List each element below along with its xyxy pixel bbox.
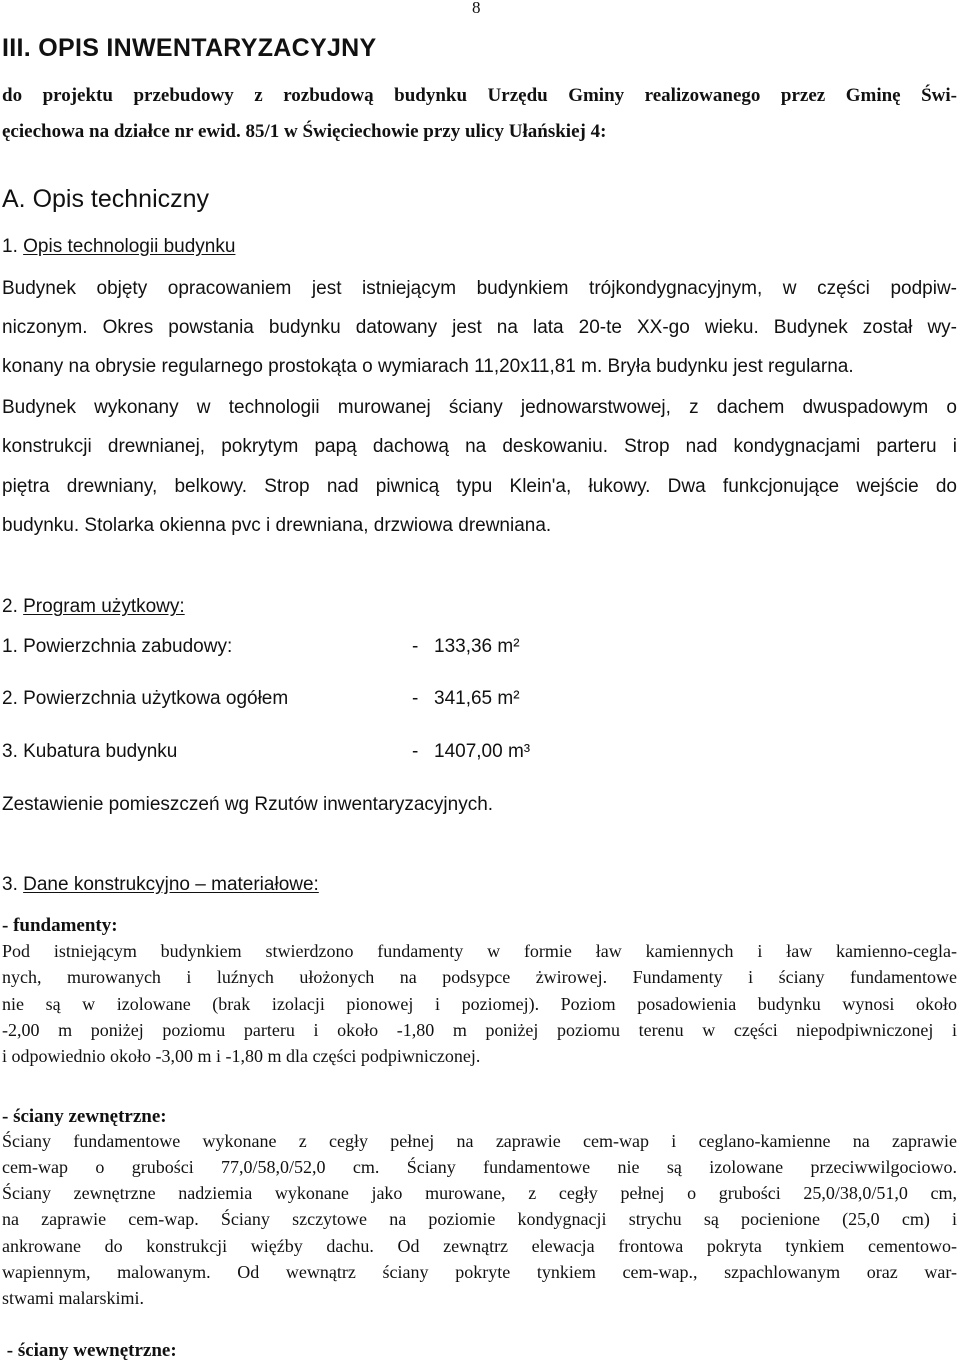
sciany-zewnetrzne-line: stwami malarskimi. (2, 1288, 144, 1308)
program-dash: - (412, 688, 419, 709)
section-1-number: 1. (2, 236, 24, 257)
fundamenty-line: nie są w izolowane (brak izolacji pionowej i poziomej). Poziom posadowienia budynku wynosi około (2, 994, 957, 1014)
fundamenty-line: Pod istniejącym budynkiem stwierdzono fundamenty w formie ław kamiennych i ław kamienno-cegla- (2, 941, 957, 961)
subtitle-line: ęciechowa na działce nr ewid. 85/1 w Święciechowie przy ulicy Ułańskiej 4: (2, 121, 607, 142)
paragraph-line: konstrukcji drewnianej, pokrytym papą dachową na deskowaniu. Strop nad kondygnacjami parteru i (2, 436, 957, 457)
program-value: 133,36 m² (434, 636, 520, 657)
section-1-title: Opis technologii budynku (23, 236, 236, 257)
program-dash: - (412, 636, 419, 657)
section-3-number: 3. (2, 874, 24, 895)
program-value: 341,65 m² (434, 688, 520, 709)
section-3-heading (2, 874, 319, 896)
program-value: 1407,00 m³ (434, 741, 531, 762)
fundamenty-line: nych, murowanych i luźnych ułożonych na podsypce żwirowej. Fundamenty i ściany fundamentowe (2, 967, 957, 987)
page-number-text: 8 (472, 0, 481, 17)
sciany-zewnetrzne-heading: - ściany zewnętrzne: (2, 1106, 167, 1127)
section-2-heading (2, 596, 185, 618)
program-label: 2. Powierzchnia użytkowa ogółem (2, 688, 289, 709)
sciany-zewnetrzne-line: na zaprawie cem-wap. Ściany szczytowe na poziomie kondygnacji strychu są pocienione (25,0 cm) i (2, 1209, 957, 1229)
program-dash: - (412, 741, 419, 762)
paragraph-line: konany na obrysie regularnego prostokąta o wymiarach 11,20x11,81 m. Bryła budynku jest regularna. (2, 356, 854, 377)
rooms-note: Zestawienie pomieszczeń wg Rzutów inwentaryzacyjnych. (2, 794, 494, 815)
subtitle-line: do projektu przebudowy z rozbudową budynku Urzędu Gminy realizowanego przez Gminę Świ- (2, 85, 957, 106)
paragraph-line: piętra drewniany, belkowy. Strop nad piwnicą typu Klein'a, łukowy. Dwa funkcjonujące wejście do (2, 476, 957, 497)
section-3-title: Dane konstrukcyjno – materiałowe: (23, 874, 319, 895)
paragraph-line: Budynek objęty opracowaniem jest istniejącym budynkiem trójkondygnacyjnym, w części podpiw- (2, 278, 957, 299)
sciany-wewnetrzne-heading: - ściany wewnętrzne: (2, 1340, 177, 1361)
paragraph-line: Budynek wykonany w technologii murowanej ściany jednowarstwowej, z dachem dwuspadowym o (2, 397, 957, 418)
paragraph-line: budynku. Stolarka okienna pvc i drewniana, drzwiowa drewniana. (2, 515, 552, 536)
subtitle (2, 78, 957, 150)
fundamenty-line: i odpowiednio około -3,00 m i -1,80 m dla części podpiwniczonej. (2, 1046, 481, 1066)
program-label: 3. Kubatura budynku (2, 741, 178, 762)
fundamenty-heading: - fundamenty: (2, 915, 118, 936)
program-label: 1. Powierzchnia zabudowy: (2, 636, 233, 657)
document-title: III. OPIS INWENTARYZACYJNY (2, 34, 377, 62)
sciany-zewnetrzne-line: Ściany zewnętrzne nadziemia wykonane jako murowane, z cegły pełnej o grubości 25,0/38,0/51,0 cm, (2, 1183, 957, 1203)
sciany-zewnetrzne-line: wapiennym, malowanym. Od wewnątrz ściany pokryte tynkiem cem-wap., szpachlowanym oraz war- (2, 1262, 957, 1282)
section-a-heading: A. Opis techniczny (2, 185, 210, 213)
sciany-zewnetrzne-line: ankrowane do konstrukcji więźby dachu. Od zewnątrz elewacja frontowa pokryta tynkiem cementowo- (2, 1236, 957, 1256)
sciany-zewnetrzne-line: Ściany fundamentowe wykonane z cegły pełnej na zaprawie cem-wap i ceglano-kamienne na zaprawie (2, 1131, 957, 1151)
section-2-title: Program użytkowy: (23, 596, 185, 617)
fundamenty-line: -2,00 m poniżej poziomu parteru i około -1,80 m poniżej poziomu terenu w części niepodpiwniczonej i (2, 1020, 957, 1040)
paragraph-line: niczonym. Okres powstania budynku datowany jest na lata 20-te XX-go wieku. Budynek został wy- (2, 317, 957, 338)
sciany-zewnetrzne-line: cem-wap o grubości 77,0/58,0/52,0 cm. Ściany fundamentowe nie są izolowane przeciwwilgociowo. (2, 1157, 957, 1177)
section-1-heading (2, 236, 235, 258)
section-2-number: 2. (2, 596, 24, 617)
